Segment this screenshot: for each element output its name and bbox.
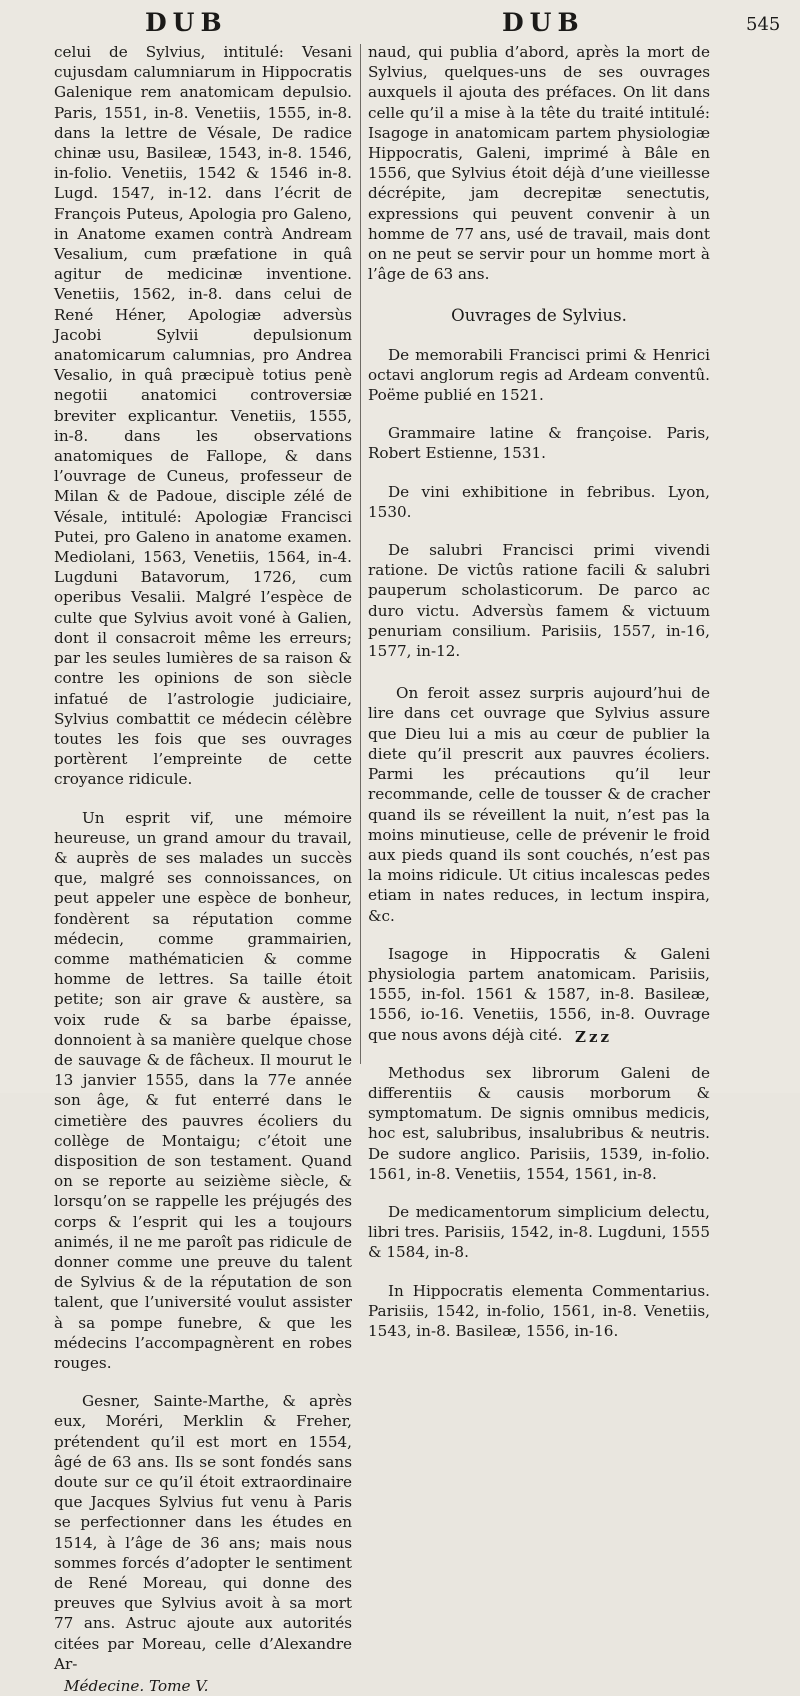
page-number: 545 [746,14,781,35]
running-head-right: DUB [502,8,585,37]
column-divider [360,44,361,1064]
work-entry-8: In Hippocratis elementa Commentarius. Parisiis, 1542, in-folio, 1561, in-8. Venetiis, 1543, in-8. Basileæ, 1556, in-16. [368,1281,710,1340]
left-column [54,42,352,1696]
volume-footer: Médecine. Tome V. [64,1677,209,1696]
work-entry-6: Methodus sex librorum Galeni de differentiis & causis morborum & symptomatum. De signis omnibus medicis, hoc est, salubribus, insalubribus & neutris. De sudore anglico. Parisiis, 1539, in-folio. 1561, in-8. Venetiis, 1554, 1561, in-8. [368,1063,710,1183]
left-paragraph-1: celui de Sylvius, intitulé: Vesani cujusdam calumniarum in Hippocratis Galenique rem anatomicam depulsio. Paris, 1551, in-8. Venetiis, 1555, in-8. dans la lettre de Vésale, De radice chinæ usu, Basileæ, 1543, in-8. 1546, in-folio. Venetiis, 1542 & 1546 in-8. Lugd. 1547, in-12. dans l’écrit de François Puteus, Apologia pro Galeno, in Anatome examen contrà Andream Vesalium, cum præfatione in quâ agitur de medicinæ inventione. Venetiis, 1562, in-8. dans celui de René Héner, Apologiæ adversùs Jacobi Sylvii depulsionum anatomicarum calumnias, pro Andrea Vesalio, in quâ præcipuè totius penè negotii anatomici controversiæ breviter explicantur. Venetiis, 1555, in-8. dans les observations anatomiques de Fallope, & dans l’ouvrage de Cuneus, professeur de Milan & de Padoue, disciple zélé de Vésale, intitulé: Apologiæ Francisci Putei, pro Galeno in anatome examen. Mediolani, 1563, Venetiis, 1564, in-4. Lugduni Batavorum, 1726, cum operibus Vesalii. Malgré l’espèce de culte que Sylvius avoit voné à Galien, dont il consacroit même les erreurs; par les seules lumières de sa raison & contre les opinions de son siècle infatué de l’astrologie judiciaire, Sylvius combattit ce médecin célèbre toutes les fois que ses ouvrages portèrent l’empreinte de cette croyance ridicule. [54,43,352,789]
work-entry-4: De salubri Francisci primi vivendi ratione. De victûs ratione facili & salubri pauperum scholasticorum. De parco ac duro victu. Adversùs famem & victuum penuriam consilium. Parisiis, 1557, in-16, 1577, in-12. [368,541,710,661]
section-title: Ouvrages de Sylvius. [451,306,627,326]
right-column [368,42,710,1341]
work-entry-2: Grammaire latine & françoise. Paris, Robert Estienne, 1531. [368,424,710,463]
work-entry-3: De vini exhibitione in febribus. Lyon, 1530. [368,482,710,521]
right-paragraph-2: On feroit assez surpris aujourd’hui de lire dans cet ouvrage que Sylvius assure que Dieu lui a mis au cœur de publier la diete qu’il prescrit aux pauvres écoliers. Parmi les précautions qu’il leur recommande, celle de tousser & de cracher quand ils se réveillent la nuit, n’est pas la moins minutieuse, celle de prévenir le froid aux pieds quand ils sont couchés, n’est pas la moins ridicule. Ut citius incalescas pedes etiam in nates reduces, in lectum inspira, &c. [368,684,710,925]
running-head-left: DUB [145,8,228,37]
work-entry-7: De medicamentorum simplicium delectu, libri tres. Parisiis, 1542, in-8. Lugduni, 1555 & 1584, in-8. [368,1202,710,1262]
work-entry-5: Isagoge in Hippocratis & Galeni physiologia partem anatomicam. Parisiis, 1555, in-fol. 1561 & 1587, in-8. Basileæ, 1556, io-16. Venetiis, 1556, in-8. Ouvrage que nous avons déjà cité. [368,944,710,1044]
signature-mark: Zzz [575,1028,612,1046]
left-paragraph-3: Gesner, Sainte-Marthe, & après eux, Moréri, Merklin & Freher, prétendent qu’il est mort en 1554, âgé de 63 ans. Ils se sont fondés sans doute sur ce qu’il étoit extraordinaire que Jacques Sylvius fut venu à Paris se perfectionner dans les études en 1514, à l’âge de 36 ans; mais nous sommes forcés d’adopter le sentiment de René Moreau, qui donne des preuves que Sylvius avoit à sa mort 77 ans. Astruc ajoute aux autorités citées par Moreau, celle d’Alexandre Ar- [54,1392,352,1673]
right-paragraph-1: naud, qui publia d’abord, après la mort de Sylvius, quelques-uns de ses ouvrages auxquels il ajouta des préfaces. On lit dans celle qu’il a mise à la tête du traité intitulé: Isagoge in anatomicam partem physiologiæ Hippocratis, Galeni, imprimé à Bâle en 1556, que Sylvius étoit déjà d’une vieillesse décrépite, jam decrepitæ senectutis, expressions qui peuvent convenir à un homme de 77 ans, usé de travail, mais dont on ne peut se servir pour un homme mort à l’âge de 63 ans. [368,43,710,284]
work-entry-1: De memorabili Francisci primi & Henrici octavi anglorum regis ad Ardeam conventû. Poëme publié en 1521. [368,345,710,405]
left-paragraph-2: Un esprit vif, une mémoire heureuse, un grand amour du travail, & auprès de ses malades un succès que, malgré ses connoissances, on peut appeler une espèce de bonheur, fondèrent sa réputation comme médecin, comme grammairien, comme mathématicien & comme homme de lettres. Sa taille étoit petite; son air grave & austère, sa voix rude & sa barbe épaisse, donnoient à sa manière quelque chose de sauvage & de fâcheux. Il mourut le 13 janvier 1555, dans la 77e année son âge, & fut enterré dans le cimetière des pauvres écoliers du collège de Montaigu; c’étoit une disposition de son testament. Quand on se reporte au seizième siècle, & lorsqu’on se rappelle les préjugés des corps & l’esprit qui les a toujours animés, il ne me paroît pas ridicule de donner comme une preuve du talent de Sylvius & de la réputation de son talent, que l’université voulut assister à sa pompe funebre, & que les médecins l’accompagnèrent en robes rouges. [54,808,352,1372]
